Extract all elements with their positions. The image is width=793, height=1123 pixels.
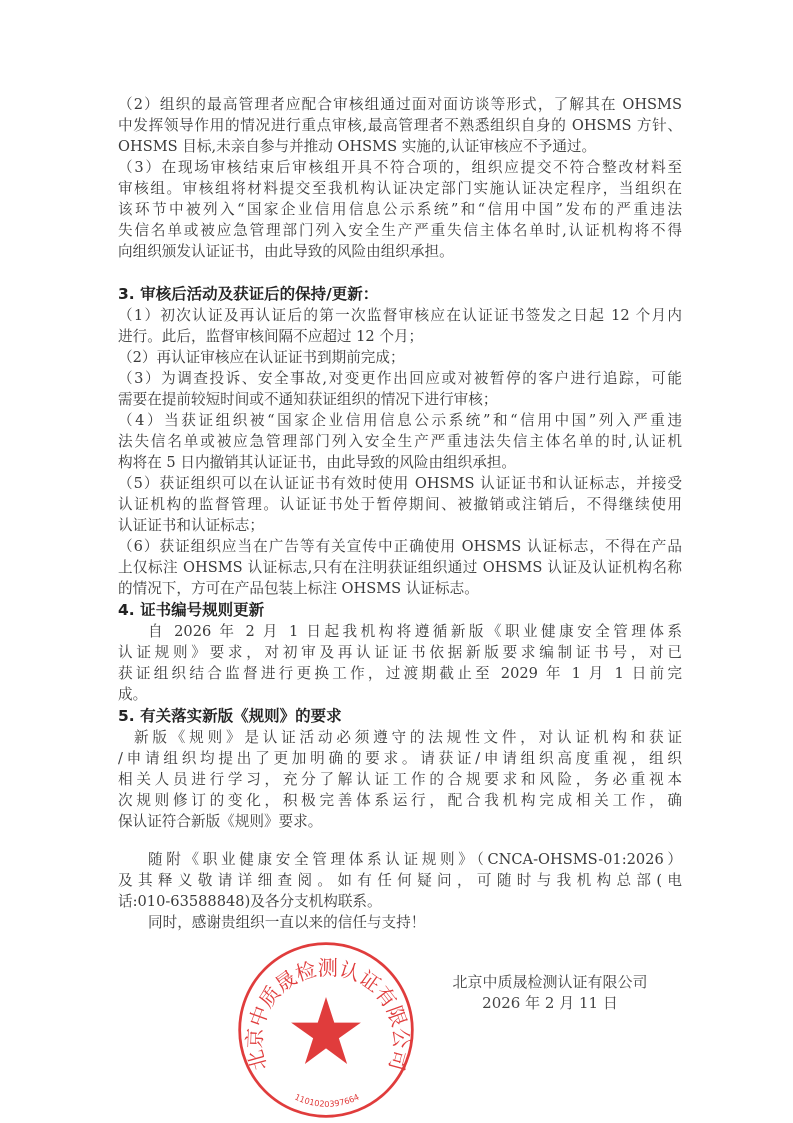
list-item [118,473,682,536]
text-line: 随附《职业健康安全管理体系认证规则》（CNCA-OHSMS-01:2026） [148,851,682,868]
text-line: 向组织颁发认证证书，由此导致的风险由组织承担。 [118,243,454,260]
text-line: 法失信名单或被应急管理部门列入安全生产严重违法失信主体名单的时,认证机 [118,433,682,450]
section-2-3-continued [118,94,682,262]
text-line: 认证证书和认证标志； [118,517,264,534]
text-line: （2）组织的最高管理者应配合审核组通过面对面访谈等形式，了解其在 OHSMS [118,96,682,113]
sections-3-5 [118,283,682,832]
text-line: （3）在现场审核结束后审核组开具不符合项的，组织应提交不符合整改材料至 [118,159,682,176]
list-item [118,410,682,473]
text-line: 审核组。审核组将材料提交至我机构认证决定部门实施认证决定程序，当组织在 [118,180,682,197]
signature-date: 2026 年 2 月 11 日 [482,994,618,1012]
text-line: （5）获证组织可以在认证证书有效时使用 OHSMS 认证证书和认证标志，并接受 [118,475,682,492]
text-line: 的情况下，方可在产品包装上标注 OHSMS 认证标志。 [118,580,479,597]
section-5 [118,705,682,832]
star-icon [291,997,361,1064]
text-line: OHSMS 目标,未亲自参与并推动 OHSMS 实施的,认证审核应不予通过。 [118,138,597,155]
list-item [118,347,682,368]
text-line: 新版《规则》是认证活动必须遵守的法规性文件，对认证机构和获证 [134,729,682,746]
text-line: 中发挥领导作用的情况进行重点审核,最高管理者不熟悉组织自身的 OHSMS 方针、 [118,117,682,134]
text-line: 失信名单或被应急管理部门列入安全生产严重失信主体名单时,认证机构将不得 [118,222,682,239]
text-line: 获证组织结合监督进行更换工作，过渡期截止至 2029 年 1 月 1 日前完 [118,665,682,682]
section-3 [118,283,682,599]
list-item [118,305,682,347]
section-4 [118,599,682,705]
text-line: 保认证符合新版《规则》要求。 [118,813,323,830]
closing-paragraph [118,849,682,933]
signature-company: 北京中质晟检测认证有限公司 [452,973,648,991]
text-line: 构将在 5 日内撤销其认证证书，由此导致的风险由组织承担。 [118,454,517,471]
text-line: 成。 [118,686,148,703]
text-line: 自 2026 年 2 月 1 日起我机构将遵循新版《职业健康安全管理体系 [148,623,682,640]
list-item [118,536,682,599]
thanks-line: 同时，感谢贵组织一直以来的信任与支持！ [148,914,426,931]
text-line: （3）为调查投诉、安全事故,对变更作出回应或对被暂停的客户进行追踪，可能 [118,370,682,387]
text-line: 相关人员进行学习，充分了解认证工作的合规要求和风险，务必重视本 [118,771,682,788]
text-line: （2）再认证审核应在认证证书到期前完成； [118,349,405,366]
list-item [118,368,682,410]
paragraph-item-3 [118,157,682,262]
text-line: /申请组织均提出了更加明确的要求。请获证/申请组织高度重视，组织 [118,750,682,767]
text-line: 认证机构的监督管理。认证证书处于暂停期间、被撤销或注销后，不得继续使用 [118,496,682,513]
text-line: 需要在提前较短时间或不通知获证组织的情况下进行审核； [118,391,498,408]
section-heading: 5. 有关落实新版《规则》的要求 [118,707,342,725]
company-seal-stamp [236,940,416,1120]
section-heading: 3. 审核后活动及获证后的保持/更新： [118,285,379,303]
text-line: 及其释义敬请详细查阅。如有任何疑问，可随时与我机构总部(电 [118,872,682,889]
text-line: （6）获证组织应当在广告等有关宣传中正确使用 OHSMS 认证标志，不得在产品 [118,538,682,555]
stamp-number: 1101020397664 [293,1091,361,1109]
section-heading: 4. 证书编号规则更新 [118,601,265,619]
text-line: 上仅标注 OHSMS 认证标志,只有在注明获证组织通过 OHSMS 认证及认证机构名称 [118,559,682,576]
text-line: 进行。此后，监督审核间隔不应超过 12 个月； [118,328,424,345]
stamp-ring-text: 北京中质晟检测认证有限公司 [242,956,414,1074]
text-line: 话:010-63588848)及各分支机构联系。 [118,893,382,910]
paragraph-item-2 [118,94,682,157]
text-line: 该环节中被列入“国家企业信用信息公示系统”和“信用中国”发布的严重违法 [118,201,682,218]
text-line: 认证规则》要求，对初审及再认证证书依据新版要求编制证书号，对已 [118,644,682,661]
text-line: （1）初次认证及再认证后的第一次监督审核应在认证证书签发之日起 12 个月内 [118,307,682,324]
text-line: 次规则修订的变化，积极完善体系运行，配合我机构完成相关工作，确 [118,792,682,809]
text-line: （4）当获证组织被“国家企业信用信息公示系统”和“信用中国”列入严重违 [118,412,682,429]
